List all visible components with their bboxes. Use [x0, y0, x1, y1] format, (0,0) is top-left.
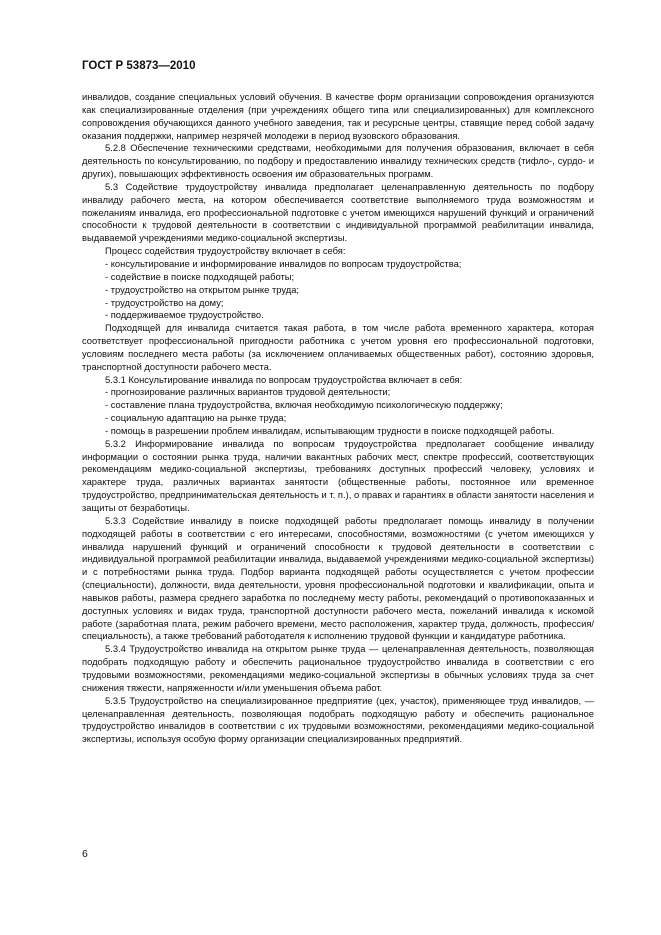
list-item: - трудоустройство на дому; — [105, 296, 224, 308]
paragraph: 5.3.3 Содействие инвалиду в поиске подходящей работы предполагает помощь инвалиду в получении подходящей работы в соответствии с его интересами, способностями, возможностями (с учетом имеющихся у инвалида нарушений функций и ограничений способности к трудовой деятельности в соответствии с индивидуальной программой реабилитации инвалида, выдаваемой учреждениями медико-социальной экспертизы) и с потребностями рынка труда. Подбор варианта подходящей работы осуществляется с учетом профессии (специальности), должности, вида деятельности, уровня профессиональной подготовки и квалификации, опыта и навыков работы, размера среднего заработка по последнему месту работы, рекомендаций о противопоказанных и доступных условиях и видах труда, транспортной доступности рабочего места, пожеланий инвалида к искомой работе (заработная плата, режим рабочего времени, место расположения, характер труда, должность, профессия/специальность), а также требований работодателя к исполнению трудовой функции и кандидатуре работника. — [82, 514, 594, 642]
list-item: - составление плана трудоустройства, включая необходимую психологическую поддержку; — [105, 399, 503, 411]
page-number: 6 — [82, 848, 88, 860]
list-item: - поддерживаемое трудоустройство. — [105, 309, 264, 321]
document-body — [82, 91, 594, 746]
paragraph: 5.3 Содействие трудоустройству инвалида предполагает целенаправленную деятельность по подбору инвалиду рабочего места, на котором обеспечивается соответствие выполняемого труда возможностям и пожеланиям инвалида, его профессиональной подготовке с учетом имеющихся нарушений функций и ограничений способности к трудовой деятельности в соответствии с индивидуальной программой реабилитации инвалида, выдаваемой учреждениями медико-социальной экспертизы. — [82, 180, 594, 244]
paragraph: инвалидов, создание специальных условий обучения. В качестве форм организации сопровождения организуются как специализированные отделения (при учреждениях общего типа или специализированных) для комплексного сопровождения обучающихся данного учебного заведения, так и ресурсные центры, ставящие перед собой задачу оказания поддержки, например незрячей молодежи в период вузовского образования. — [82, 91, 594, 141]
list-item: - помощь в разрешении проблем инвалидам, испытывающим трудности в поиске подходящей работы. — [105, 424, 555, 436]
paragraph: Подходящей для инвалида считается такая работа, в том числе работа временного характера, которая соответствует профессиональной пригодности работника с учетом уровня его профессиональной подготовки, условиям последнего места работы (за исключением оплачиваемых общественных работ), состоянию здоровья, транспортной доступности рабочего места. — [82, 322, 594, 372]
paragraph: 5.3.5 Трудоустройство на специализированное предприятие (цех, участок), применяющее труд инвалидов, — целенаправленная деятельность, позволяющая подобрать подходящую работу и обеспечить рациональное трудоустройство инвалидов в соответствии с их трудовыми возможностями, рекомендациями медико-социальной экспертизы, используя особую форму организации специализированных предприятий. — [82, 694, 594, 745]
list-item: - прогнозирование различных вариантов трудовой деятельности; — [105, 386, 391, 398]
list-item: - консультирование и информирование инвалидов по вопросам трудоустройства; — [105, 257, 462, 269]
paragraph: 5.3.1 Консультирование инвалида по вопросам трудоустройства включает в себя: — [105, 373, 463, 385]
document-header: ГОСТ Р 53873—2010 — [82, 60, 196, 72]
list-item: - содействие в поиске подходящей работы; — [105, 270, 295, 282]
list-item: - трудоустройство на открытом рынке труда; — [105, 283, 300, 295]
list-item: - социальную адаптацию на рынке труда; — [105, 412, 287, 424]
paragraph: 5.2.8 Обеспечение техническими средствами, необходимыми для получения образования, включает в себя деятельность по консультированию, по подбору и предоставлению инвалиду технических средств (тифло-, сурдо- и других), повышающих эффективность освоения им образовательных программ. — [82, 142, 594, 180]
paragraph: 5.3.4 Трудоустройство инвалида на открытом рынке труда — целенаправленная деятельность, позволяющая подобрать подходящую работу и обеспечить рациональное трудоустройство инвалида в соответствии с его трудовыми возможностями, рекомендациями медико-социальной экспертизы в обычных условиях труда за счет снижения тяжести, напряженности и/или уменьшения объема работ. — [82, 643, 594, 693]
paragraph: Процесс содействия трудоустройству включает в себя: — [105, 245, 346, 257]
paragraph: 5.3.2 Информирование инвалида по вопросам трудоустройства предполагает сообщение инвалиду информации о состоянии рынка труда, наличии вакантных рабочих мест, спектре профессий, соответствующих рекомендациям медико-социальной экспертизы, требованиях доступных профессий человеку, условиях и характере труда, различных вариантах занятости (общественные работы, постоянное или временное трудоустройство, предпринимательская деятельность и т. п.), о правах и гарантиях в области занятости населения и защиты от безработицы. — [82, 437, 594, 513]
